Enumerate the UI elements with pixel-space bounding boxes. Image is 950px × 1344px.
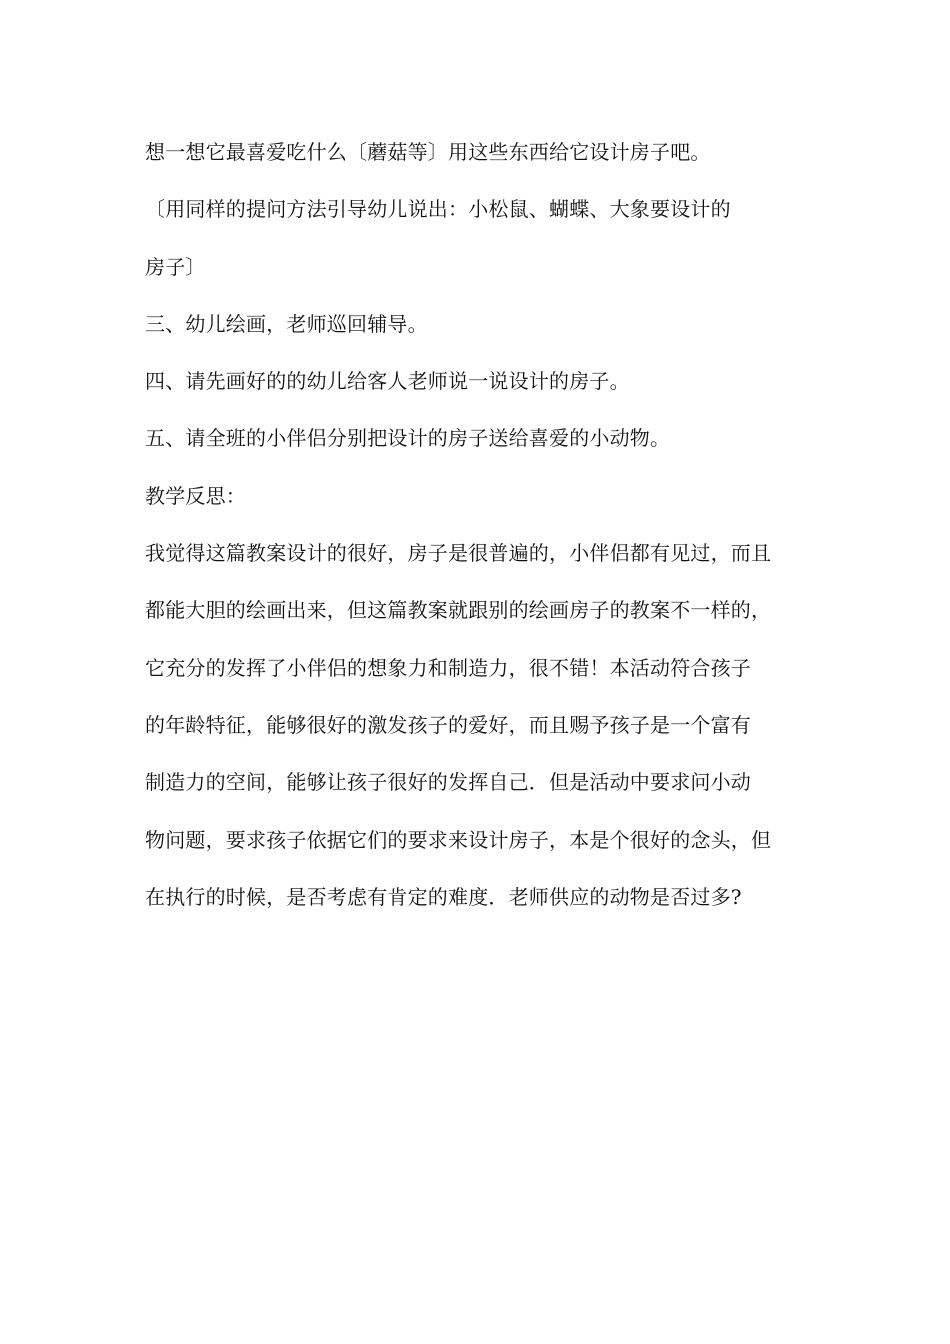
- reflection-line: 我觉得这篇教案设计的很好，房子是很普遍的，小伴侣都有见过，而且: [145, 541, 772, 566]
- reflection-line: 的年龄特征，能够很好的激发孩子的爱好，而且赐予孩子是一个富有: [145, 712, 751, 737]
- text-line: 想一想它最喜爱吃什么〔蘑菇等〕用这些东西给它设计房子吧。: [145, 140, 711, 164]
- reflection-heading: 教学反思：: [145, 483, 246, 508]
- reflection-line: 制造力的空间，能够让孩子很好的发挥自己．但是活动中要求问小动: [145, 770, 751, 795]
- text-line: 〔用同样的提问方法引导幼儿说出：小松鼠、蝴蝶、大象要设计的: [145, 197, 731, 222]
- reflection-line: 都能大胆的绘画出来，但这篇教案就跟别的绘画房子的教案不一样的，: [145, 598, 772, 623]
- step-four: 四、请先画好的的幼儿给客人老师说一说设计的房子。: [145, 369, 630, 394]
- reflection-line: 它充分的发挥了小伴侣的想象力和制造力，很不错！本活动符合孩子: [145, 655, 751, 680]
- text-line: 房子〕: [145, 254, 206, 279]
- reflection-line: 物问题，要求孩子依据它们的要求来设计房子，本是个很好的念头，但: [145, 827, 772, 852]
- step-three: 三、幼儿绘画，老师巡回辅导。: [145, 311, 428, 336]
- step-five: 五、请全班的小伴侣分别把设计的房子送给喜爱的小动物。: [145, 426, 671, 451]
- reflection-line: 在执行的时候，是否考虑有肯定的难度．老师供应的动物是否过多?: [145, 884, 742, 909]
- document-body: [145, 128, 825, 926]
